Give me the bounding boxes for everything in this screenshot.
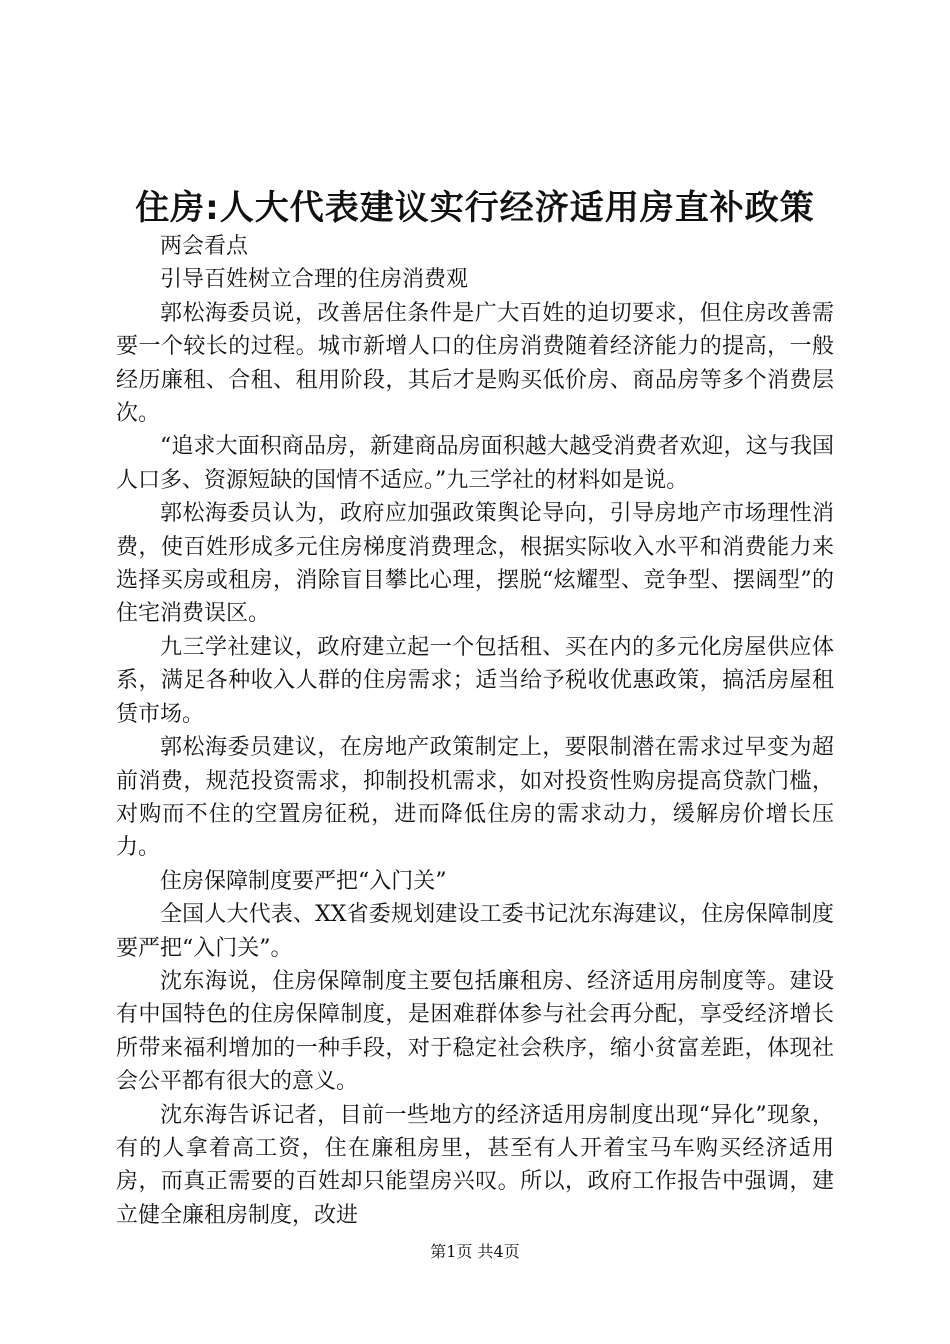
paragraph: 九三学社建议，政府建立起一个包括租、买在内的多元化房屋供应体系，满足各种收入人群的住房需求；适当给予税收优惠政策，搞活房屋租赁市场。 [116,634,834,727]
subheading: 住房保障制度要严把“入门关” [160,868,447,894]
paragraph: 沈东海说，住房保障制度主要包括廉租房、经济适用房制度等。建设有中国特色的住房保障制度，是困难群体参与社会再分配，享受经济增长所带来福利增加的一种手段，对于稳定社会秩序，缩小贫富差距，体现社会公平都有很大的意义。 [116,968,834,1095]
paragraph: 沈东海告诉记者，目前一些地方的经济适用房制度出现“异化”现象，有的人拿着高工资，住在廉租房里，甚至有人开着宝马车购买经济适用房，而真正需要的百姓却只能望房兴叹。所以，政府工作报告中强调，建立健全廉租房制度，改进 [116,1102,834,1228]
paragraph: 郭松海委员建议，在房地产政策制定上，要限制潜在需求过早变为超前消费，规范投资需求，抑制投机需求，如对投资性购房提高贷款门槛，对购而不住的空置房征税，进而降低住房的需求动力，缓解房价增长压力。 [116,735,834,861]
paragraph: “追求大面积商品房，新建商品房面积越大越受消费者欢迎，这与我国人口多、资源短缺的国情不适应。”九三学社的材料如是说。 [116,434,834,493]
paragraph: 郭松海委员认为，政府应加强政策舆论导向，引导房地产市场理性消费，使百姓形成多元住房梯度消费理念，根据实际收入水平和消费能力来选择买房或租房，消除盲目攀比心理，摆脱“炫耀型、竞争型、摆阔型”的住宅消费误区。 [116,501,834,627]
document-body [116,230,834,1232]
paragraph: 全国人大代表、XX省委规划建设工委书记沈东海建议，住房保障制度要严把“入门关”。 [116,902,834,961]
subheading: 引导百姓树立合理的住房消费观 [160,267,469,293]
document-title: 住房:人大代表建议实行经济适用房直补政策 [135,188,815,228]
paragraph: 郭松海委员说，改善居住条件是广大百姓的迫切要求，但住房改善需要一个较长的过程。城市新增人口的住房消费随着经济能力的提高，一般经历廉租、合租、租用阶段，其后才是购买低价房、商品房等多个消费层次。 [116,300,834,427]
page-footer: 第1页 共4页 [430,1242,520,1261]
section-label: 两会看点 [160,234,249,259]
